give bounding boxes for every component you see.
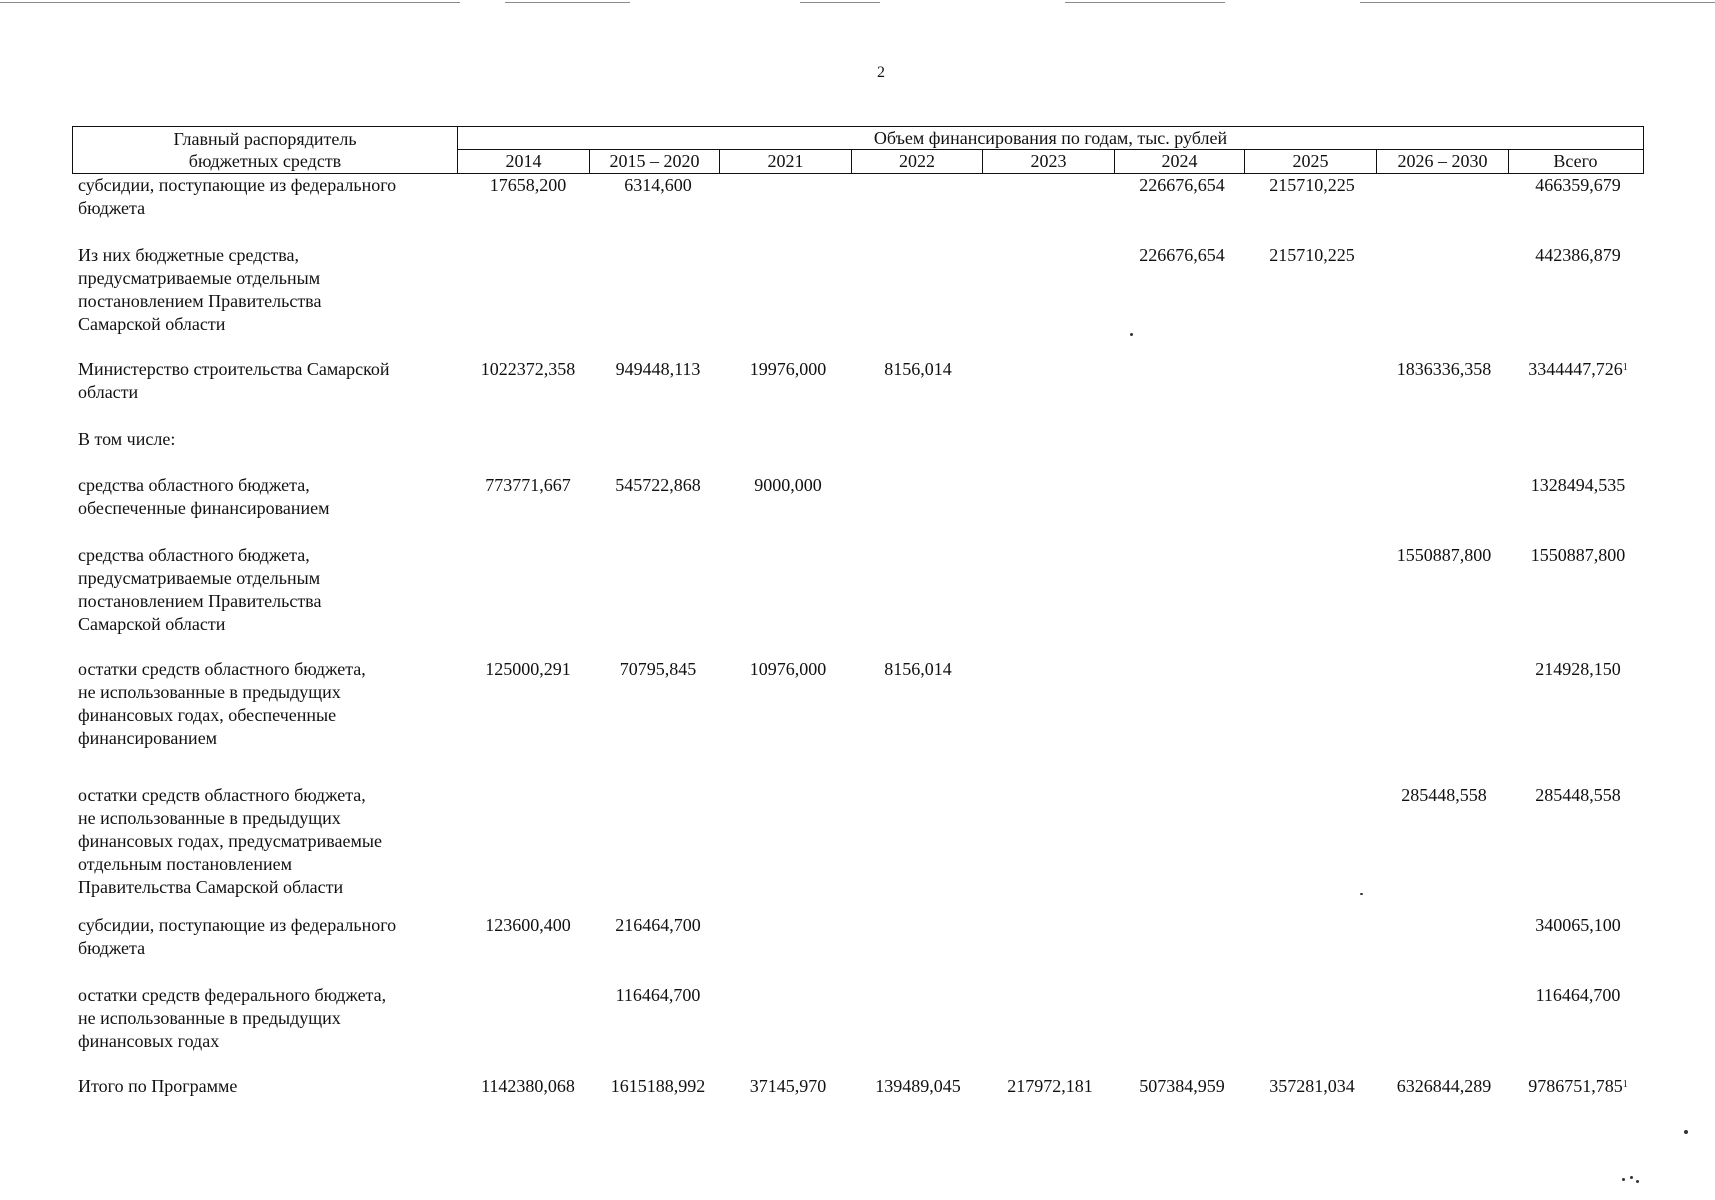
cell-2025 [1242,244,1382,267]
cell-2015-2020 [588,474,728,497]
header-left-line2: бюджетных средств [188,151,342,171]
row-label-line: предусматриваемые отдельным [78,568,321,588]
cell-total [1508,658,1648,681]
row-label-line: финансовых годах [78,1031,220,1051]
cell-value: 125000,291 [485,659,571,679]
cell-value: 17658,200 [489,175,567,195]
row-label-line: финансовых годах, предусматриваемые [78,831,382,851]
scan-artifact-dot [1360,893,1363,895]
cell-2024 [1112,244,1252,267]
cell-value: 1328494,535 [1530,475,1626,495]
scan-artifact-dot [1622,1178,1625,1181]
row-label [78,1075,450,1098]
cell-2022 [848,1075,988,1098]
footnote-marker: 1 [1622,362,1628,373]
footnote-marker: 1 [1622,1079,1628,1090]
row-label-line: отдельным постановлением [78,854,293,874]
row-label [78,544,450,636]
cell-value: 215710,225 [1269,245,1355,265]
cell-value: 773771,667 [485,475,571,495]
row-label-line: Самарской области [78,314,226,334]
cell-2024 [1112,174,1252,197]
cell-value: 340065,100 [1535,915,1621,935]
cell-2014 [458,474,598,497]
cell-value: 949448,113 [615,359,701,379]
cell-value: 116464,700 [615,985,701,1005]
cell-2026-2030 [1374,1075,1514,1098]
cell-value: 70795,845 [619,659,697,679]
scan-artifact-line [800,2,880,3]
row-label-line: финансированием [78,728,218,748]
cell-total [1508,474,1648,497]
cell-total [1508,358,1648,381]
cell-value: 9786751,785 [1528,1076,1623,1096]
row-label-line: предусматриваемые отдельным [78,268,321,288]
cell-2015-2020 [588,914,728,937]
header-total: Всего [1553,151,1598,171]
row-label-line: остатки средств областного бюджета, [78,659,366,679]
cell-2022 [848,358,988,381]
row-label-line: Из них бюджетные средства, [78,245,300,265]
cell-value: 37145,970 [749,1076,827,1096]
cell-2025 [1242,174,1382,197]
cell-2026-2030 [1374,784,1514,807]
cell-2026-2030 [1374,544,1514,567]
row-label-line: не использованные в предыдущих [78,682,341,702]
cell-value: 1836336,358 [1396,359,1492,379]
cell-value: 226676,654 [1139,175,1225,195]
header-budget-holder [73,127,458,173]
cell-total [1508,544,1648,567]
row-label [78,474,450,520]
row-label [78,174,450,220]
cell-value: 1615188,992 [610,1076,706,1096]
header-year-2022: 2022 [852,150,983,173]
cell-2021 [718,658,858,681]
header-financing-title: Объем финансирования по годам, тыс. рублей [458,127,1643,150]
header-year-2024: 2024 [1115,150,1245,173]
cell-value: 8156,014 [884,659,952,679]
cell-value: 139489,045 [875,1076,961,1096]
row-label [78,784,450,899]
cell-total [1508,984,1648,1007]
cell-2014 [458,914,598,937]
cell-value: 1142380,068 [481,1076,575,1096]
cell-value: 214928,150 [1535,659,1621,679]
header-year-2021: 2021 [720,150,852,173]
row-label-line: финансовых годах, обеспеченные [78,705,337,725]
cell-value: 216464,700 [615,915,701,935]
row-label-line: В том числе: [78,429,176,449]
cell-2022 [848,658,988,681]
row-label-line: области [78,382,139,402]
cell-value: 116464,700 [1535,985,1621,1005]
cell-2015-2020 [588,984,728,1007]
cell-value: 215710,225 [1269,175,1355,195]
cell-2015-2020 [588,358,728,381]
cell-value: 19976,000 [749,359,827,379]
row-label [78,358,450,404]
cell-2021 [718,358,858,381]
cell-2024 [1112,1075,1252,1098]
cell-total [1508,174,1648,197]
cell-value: 226676,654 [1139,245,1225,265]
row-label-line: не использованные в предыдущих [78,808,341,828]
cell-value: 1022372,358 [480,359,576,379]
row-label [78,658,450,750]
cell-2021 [718,1075,858,1098]
cell-value: 285448,558 [1401,785,1487,805]
row-label [78,914,450,960]
cell-value: 217972,181 [1007,1076,1093,1096]
cell-value: 1550887,800 [1396,545,1492,565]
row-label-line: бюджета [78,938,146,958]
cell-total [1508,1075,1648,1098]
cell-2014 [458,174,598,197]
scan-artifact-dot [1636,1180,1639,1183]
cell-value: 10976,000 [749,659,827,679]
row-label-line: Итого по Программе [78,1076,238,1096]
cell-value: 442386,879 [1535,245,1621,265]
row-label-line: обеспеченные финансированием [78,498,330,518]
row-label-line: Правительства Самарской области [78,877,344,897]
scan-artifact-line [1065,2,1225,3]
cell-value: 357281,034 [1269,1076,1355,1096]
scan-artifact-line [1360,2,1715,3]
cell-2014 [458,358,598,381]
row-label-line: средства областного бюджета, [78,475,310,495]
scan-artifact-line [0,2,460,3]
row-label-line: средства областного бюджета, [78,545,310,565]
row-label [78,428,450,451]
table-header [72,126,1644,174]
page-number: 2 [877,64,885,81]
cell-2014 [458,658,598,681]
header-year-2014: 2014 [458,150,590,173]
cell-value: 9000,000 [754,475,822,495]
row-label-line: субсидии, поступающие из федерального [78,175,397,195]
cell-2023 [980,1075,1120,1098]
scan-artifact-dot [1684,1130,1688,1134]
row-label-line: постановлением Правительства [78,291,322,311]
cell-total [1508,784,1648,807]
row-label-line: постановлением Правительства [78,591,322,611]
cell-value: 1550887,800 [1530,545,1626,565]
cell-total [1508,914,1648,937]
scan-artifact-line [505,2,630,3]
row-label-line: остатки средств областного бюджета, [78,785,366,805]
row-label-line: Самарской области [78,614,226,634]
scan-artifact-dot [1130,333,1133,336]
header-year-2025: 2025 [1245,150,1377,173]
row-label-line: субсидии, поступающие из федерального [78,915,397,935]
header-year-2026-2030: 2026 – 2030 [1377,150,1509,173]
cell-2025 [1242,1075,1382,1098]
row-label [78,984,450,1053]
header-year-2015-2020: 2015 – 2020 [590,150,720,173]
header-left-line1: Главный распорядитель [173,129,357,149]
cell-value: 3344447,726 [1528,359,1623,379]
cell-2015-2020 [588,174,728,197]
cell-value: 507384,959 [1139,1076,1225,1096]
row-label-line: бюджета [78,198,146,218]
cell-value: 6326844,289 [1396,1076,1492,1096]
cell-2015-2020 [588,658,728,681]
row-label-line: остатки средств федерального бюджета, [78,985,387,1005]
row-label [78,244,450,336]
cell-2026-2030 [1374,358,1514,381]
cell-total [1508,244,1648,267]
cell-value: 545722,868 [615,475,701,495]
cell-value: 285448,558 [1535,785,1621,805]
cell-value: 123600,400 [485,915,571,935]
cell-value: 8156,014 [884,359,952,379]
cell-2021 [718,474,858,497]
row-label-line: Министерство строительства Самарской [78,359,390,379]
header-year-2023: 2023 [983,150,1115,173]
cell-2015-2020 [588,1075,728,1098]
row-label-line: не использованные в предыдущих [78,1008,341,1028]
scan-artifact-dot [1630,1176,1633,1179]
cell-value: 466359,679 [1535,175,1621,195]
cell-value: 6314,600 [624,175,692,195]
cell-2014 [458,1075,598,1098]
